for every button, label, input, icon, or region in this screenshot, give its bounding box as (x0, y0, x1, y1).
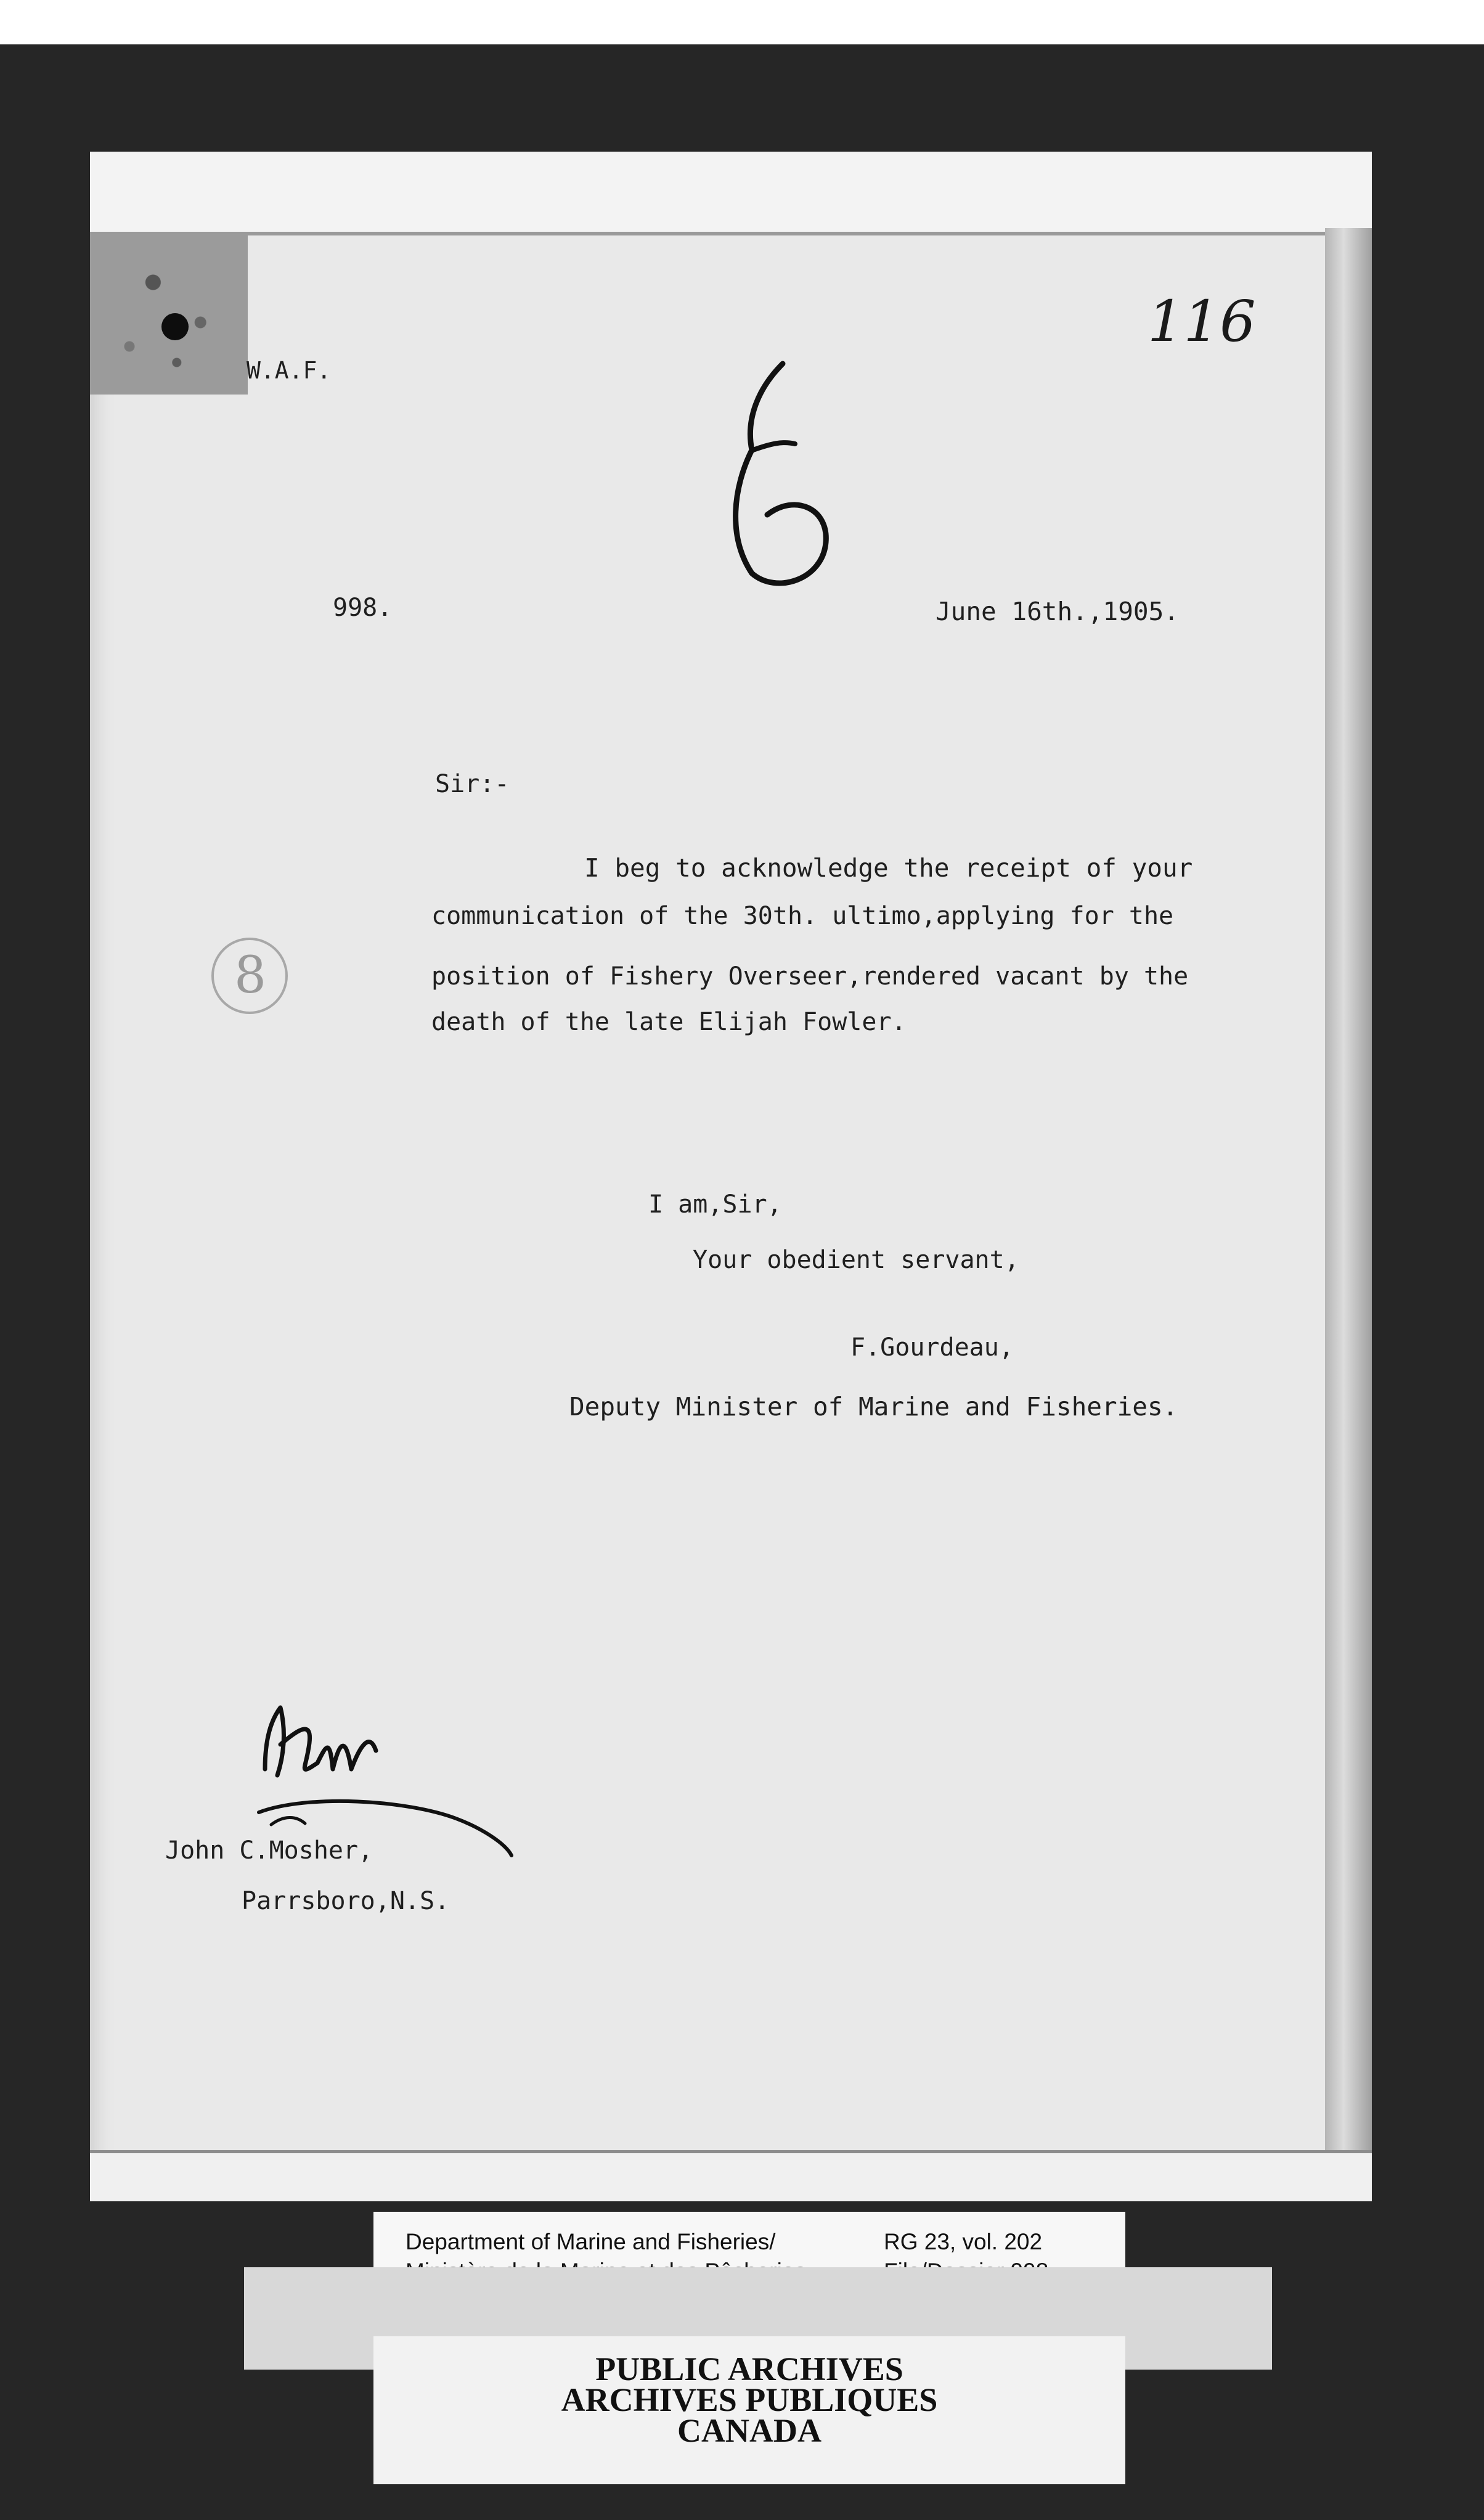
body-line-3: position of Fishery Overseer,rendered vacant by the (431, 962, 1189, 991)
sheet-right-edge (1325, 228, 1372, 2158)
stamp-line-2: ARCHIVES PUBLIQUES (561, 2381, 938, 2418)
salutation: Sir:- (435, 770, 510, 798)
signatory-name: F.Gourdeau, (850, 1333, 1014, 1362)
closing-line-2: Your obedient servant, (693, 1246, 1019, 1274)
ink-blot (161, 313, 189, 340)
sheet-top-fold (90, 152, 1372, 235)
handwritten-initials-signature (247, 1683, 530, 1862)
signatory-title: Deputy Minister of Marine and Fisheries. (569, 1392, 1178, 1422)
file-number: 998. (333, 594, 393, 622)
stamp-line-3: CANADA (677, 2412, 822, 2449)
stamp-line-1: PUBLIC ARCHIVES (595, 2350, 903, 2387)
body-line-1: I beg to acknowledge the receipt of your (584, 853, 1193, 883)
pencil-circled-mark (203, 930, 296, 1022)
body-line-4: death of the late Elijah Fowler. (431, 1008, 907, 1036)
closing-line-1: I am,Sir, (648, 1190, 782, 1219)
addressee-place: Parrsboro,N.S. (242, 1887, 450, 1915)
handwritten-large-six (709, 351, 844, 592)
letter-date: June 16th.,1905. (936, 597, 1179, 626)
body-line-2: communication of the 30th. ultimo,applying for the (431, 902, 1174, 930)
sheet-bottom-fold (90, 2150, 1372, 2201)
addressee-name: John C.Mosher, (165, 1836, 373, 1865)
label-reference: RG 23, vol. 202 (884, 2229, 1043, 2254)
label-department-en: Department of Marine and Fisheries/ (406, 2229, 776, 2254)
initials-reference: W.A.F. (247, 357, 332, 384)
svg-text:8: 8 (234, 946, 267, 1005)
handwritten-page-number: 116 (1148, 288, 1256, 354)
